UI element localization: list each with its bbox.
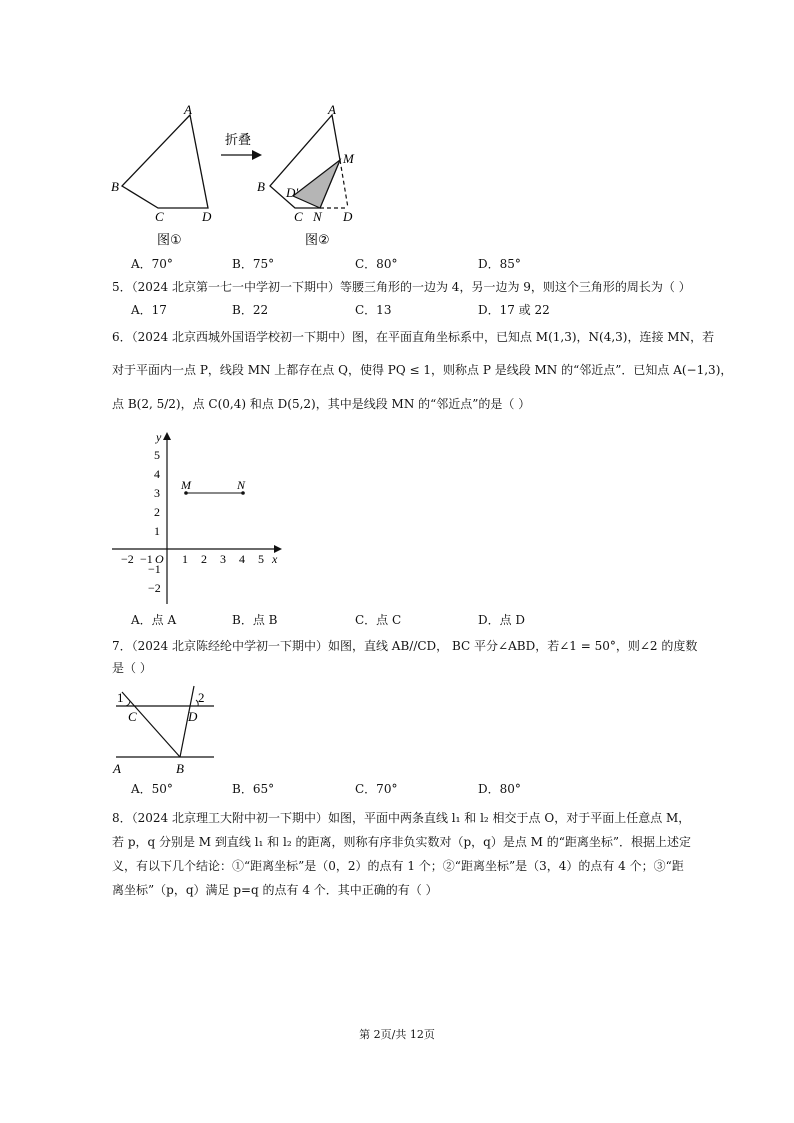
y-tick-label: 2 (154, 505, 160, 519)
parallel-lines-figure (108, 684, 228, 776)
fig2-label-a: A (328, 102, 336, 117)
fig2-label-dp: D' (286, 185, 299, 200)
x-tick-label: 1 (182, 552, 188, 566)
fig1-label-d: D (202, 209, 212, 224)
q6-line-1: 6．（2024 北京西城外国语学校初一下期中）图，在平面直角坐标系中，已知点 M(1,3)，N(4,3)，连接 MN，若 (112, 330, 715, 344)
fig2-label-m: M (343, 151, 354, 166)
q5-option-b: B．22 (232, 303, 269, 317)
q7-option-c: C．70° (355, 782, 398, 796)
fig1-label-b: B (111, 179, 119, 194)
fig2-caption: 图② (305, 233, 330, 248)
q7-line-2: 是（ ） (112, 661, 152, 675)
q8-line-1: 8．（2024 北京理工大附中初一下期中）如图，平面中两条直线 l₁ 和 l₂ 相交于点 O，对于平面上任意点 M， (112, 811, 691, 825)
y-tick-label: −2 (148, 581, 161, 595)
label-x-axis: x (272, 552, 278, 566)
fig2-label-n: N (313, 209, 322, 224)
q5-option-a: A．17 (131, 303, 167, 317)
q6-option-a: A．点 A (131, 613, 177, 627)
q4-option-c: C．80° (355, 257, 398, 271)
y-tick-label: 5 (154, 448, 160, 462)
fold-figure (100, 100, 380, 250)
y-tick-label: 1 (154, 524, 160, 538)
y-tick-label: −1 (148, 562, 161, 576)
shaded-triangle (293, 160, 340, 208)
q6-option-d: D．点 D (478, 613, 526, 627)
q5-stem: 5．（2024 北京第一七一中学初一下期中）等腰三角形的一边为 4，另一边为 9，则这个三角形的周长为（ ） (112, 280, 691, 294)
coordinate-graph (110, 428, 290, 608)
q7-option-a: A．50° (131, 782, 173, 796)
q6-line-3: 点 B(2, 5/2)，点 C(0,4) 和点 D(5,2)，其中是线段 MN 的“邻近点”的是（ ） (112, 397, 531, 411)
label-y-axis: y (156, 430, 162, 444)
x-tick-label: −2 (121, 552, 134, 566)
q7-option-b: B．65° (232, 782, 275, 796)
x-tick-label: 4 (239, 552, 245, 566)
q8-line-3: 义，有以下几个结论：①“距离坐标”是（0，2）的点有 1 个；②“距离坐标”是（3，4）的点有 4 个；③“距 (112, 859, 684, 873)
q8-line-2: 若 p，q 分别是 M 到直线 l₁ 和 l₂ 的距离，则称有序非负实数对（p，q）是点 M 的“距离坐标”．根据上述定 (112, 835, 692, 849)
fig1-caption: 图① (157, 233, 182, 248)
page-footer: 第 2页/共 12页 (359, 1028, 435, 1041)
fig2-label-d: D (343, 209, 353, 224)
x-tick-label: 2 (201, 552, 207, 566)
q6-option-c: C．点 C (355, 613, 402, 627)
x-tick-label: −1 (140, 552, 153, 566)
q5-option-c: C．13 (355, 303, 392, 317)
q8-line-4: 离坐标”（p，q）满足 p=q 的点有 4 个．其中正确的有（ ） (112, 883, 438, 897)
q5-option-d: D．17 或 22 (478, 303, 550, 317)
label-n: N (237, 478, 246, 492)
q4-option-d: D．85° (478, 257, 521, 271)
fig1-label-c: C (155, 209, 164, 224)
label-d: D (188, 709, 198, 724)
fold-arrow-label: 折叠 (225, 133, 252, 148)
q4-option-a: A．70° (131, 257, 173, 271)
q6-option-b: B．点 B (232, 613, 278, 627)
label-m: M (181, 478, 191, 492)
angle-1-arc (126, 701, 130, 706)
y-tick-label: 3 (154, 486, 160, 500)
fold-arrow-head (252, 150, 262, 160)
line-bc (122, 692, 180, 757)
quadrilateral-abcd (122, 115, 208, 208)
label-a: A (113, 761, 121, 776)
y-axis-arrow (163, 432, 171, 440)
label-origin: O (155, 552, 164, 566)
y-tick-label: 4 (154, 467, 160, 481)
q7-line-1: 7．（2024 北京陈经纶中学初一下期中）如图，直线 AB//CD， BC 平分∠ABD，若∠1 = 50°，则∠2 的度数 (112, 639, 698, 653)
label-c: C (128, 709, 137, 724)
label-1: 1 (117, 690, 124, 705)
q6-line-2: 对于平面内一点 P，线段 MN 上都存在点 Q，使得 PQ ≤ 1，则称点 P 是线段 MN 的“邻近点”．已知点 A(−1,3)， (112, 363, 733, 377)
q7-option-d: D．80° (478, 782, 521, 796)
x-tick-label: 5 (258, 552, 264, 566)
label-2: 2 (198, 690, 205, 705)
fig2-label-c: C (294, 209, 303, 224)
fig2-label-b: B (257, 179, 265, 194)
fig1-label-a: A (184, 102, 192, 117)
label-b: B (176, 761, 184, 776)
dashed-md (340, 160, 348, 208)
x-tick-label: 3 (220, 552, 226, 566)
q4-option-b: B．75° (232, 257, 275, 271)
